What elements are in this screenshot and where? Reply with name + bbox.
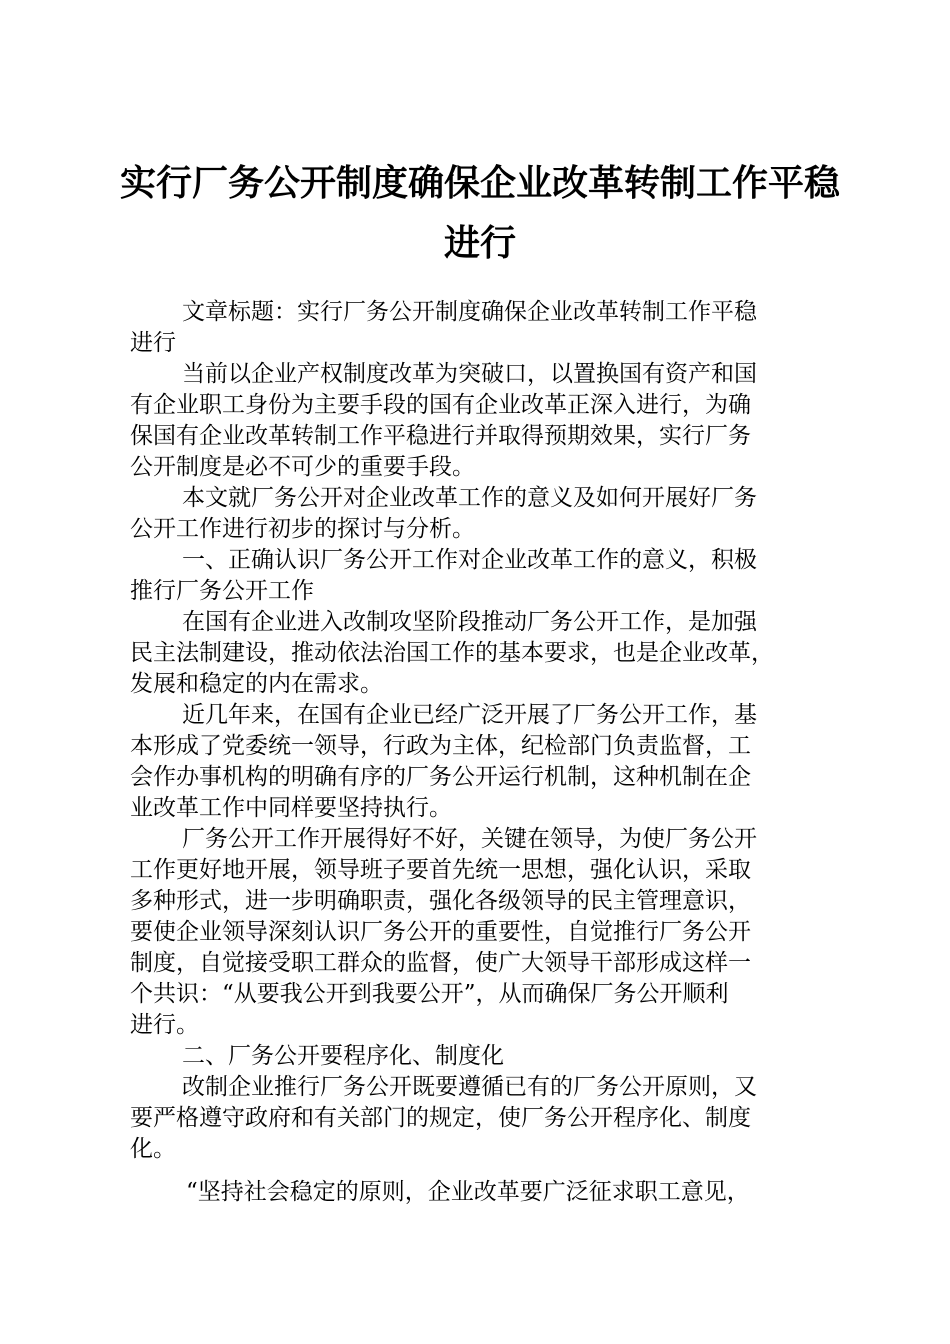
article-title-line: 文章标题：实行厂务公开制度确保企业改革转制工作平稳 — [182, 299, 757, 325]
paragraph-line: 在国有企业进入改制攻坚阶段推动厂务公开工作，是加强 — [182, 609, 757, 635]
paragraph-spacer — [130, 1165, 830, 1177]
paragraph-line: 会作办事机构的明确有序的厂务公开运行机制，这种机制在企 — [130, 764, 751, 790]
paragraph-line: 公开工作进行初步的探讨与分析。 — [130, 516, 475, 542]
paragraph-line: 近几年来，在国有企业已经广泛开展了厂务公开工作，基 — [182, 702, 757, 728]
paragraph-line: 发展和稳定的内在需求。 — [130, 671, 383, 697]
paragraph-line: 保国有企业改革转制工作平稳进行并取得预期效果，实行厂务 — [130, 423, 751, 449]
document-body — [130, 297, 830, 1208]
paragraph-line: 厂务公开工作开展得好不好，关键在领导，为使厂务公开 — [182, 826, 757, 852]
document-title-line-1: 实行厂务公开制度确保企业改革转制工作平稳 — [119, 162, 840, 204]
section-heading-line: 二、厂务公开要程序化、制度化 — [182, 1043, 504, 1069]
paragraph-line: 多种形式，进一步明确职责，强化各级领导的民主管理意识， — [130, 888, 751, 914]
paragraph-line: 公开制度是必不可少的重要手段。 — [130, 454, 475, 480]
document-title-line-2: 进行 — [443, 222, 516, 264]
section-heading-line: 推行厂务公开工作 — [130, 578, 314, 604]
paragraph-line: 改制企业推行厂务公开既要遵循已有的厂务公开原则，又 — [182, 1074, 757, 1100]
paragraph-line: 有企业职工身份为主要手段的国有企业改革正深入进行，为确 — [130, 392, 751, 418]
paragraph-line: 进行。 — [130, 1012, 199, 1038]
paragraph-line: 要使企业领导深刻认识厂务公开的重要性，自觉推行厂务公开 — [130, 919, 751, 945]
paragraph-line: 要严格遵守政府和有关部门的规定，使厂务公开程序化、制度 — [130, 1105, 751, 1131]
paragraph-line: “坚持社会稳定的原则，企业改革要广泛征求职工意见， — [186, 1179, 750, 1205]
paragraph-line: 本形成了党委统一领导，行政为主体，纪检部门负责监督，工 — [130, 733, 751, 759]
paragraph-line: 工作更好地开展，领导班子要首先统一思想，强化认识，采取 — [130, 857, 751, 883]
paragraph-line: 当前以企业产权制度改革为突破口，以置换国有资产和国 — [182, 361, 757, 387]
section-heading-line: 一、正确认识厂务公开工作对企业改革工作的意义，积极 — [182, 547, 757, 573]
paragraph-line: 个共识：“从要我公开到我要公开”，从而确保厂务公开顺利 — [130, 981, 729, 1007]
paragraph-line: 制度，自觉接受职工群众的监督，使广大领导干部形成这样一 — [130, 950, 751, 976]
paragraph-line: 民主法制建设，推动依法治国工作的基本要求，也是企业改革， — [130, 640, 774, 666]
paragraph-line: 化。 — [130, 1136, 176, 1162]
paragraph-line: 本文就厂务公开对企业改革工作的意义及如何开展好厂务 — [182, 485, 757, 511]
article-title-line: 进行 — [130, 330, 176, 356]
paragraph-line: 业改革工作中同样要坚持执行。 — [130, 795, 452, 821]
